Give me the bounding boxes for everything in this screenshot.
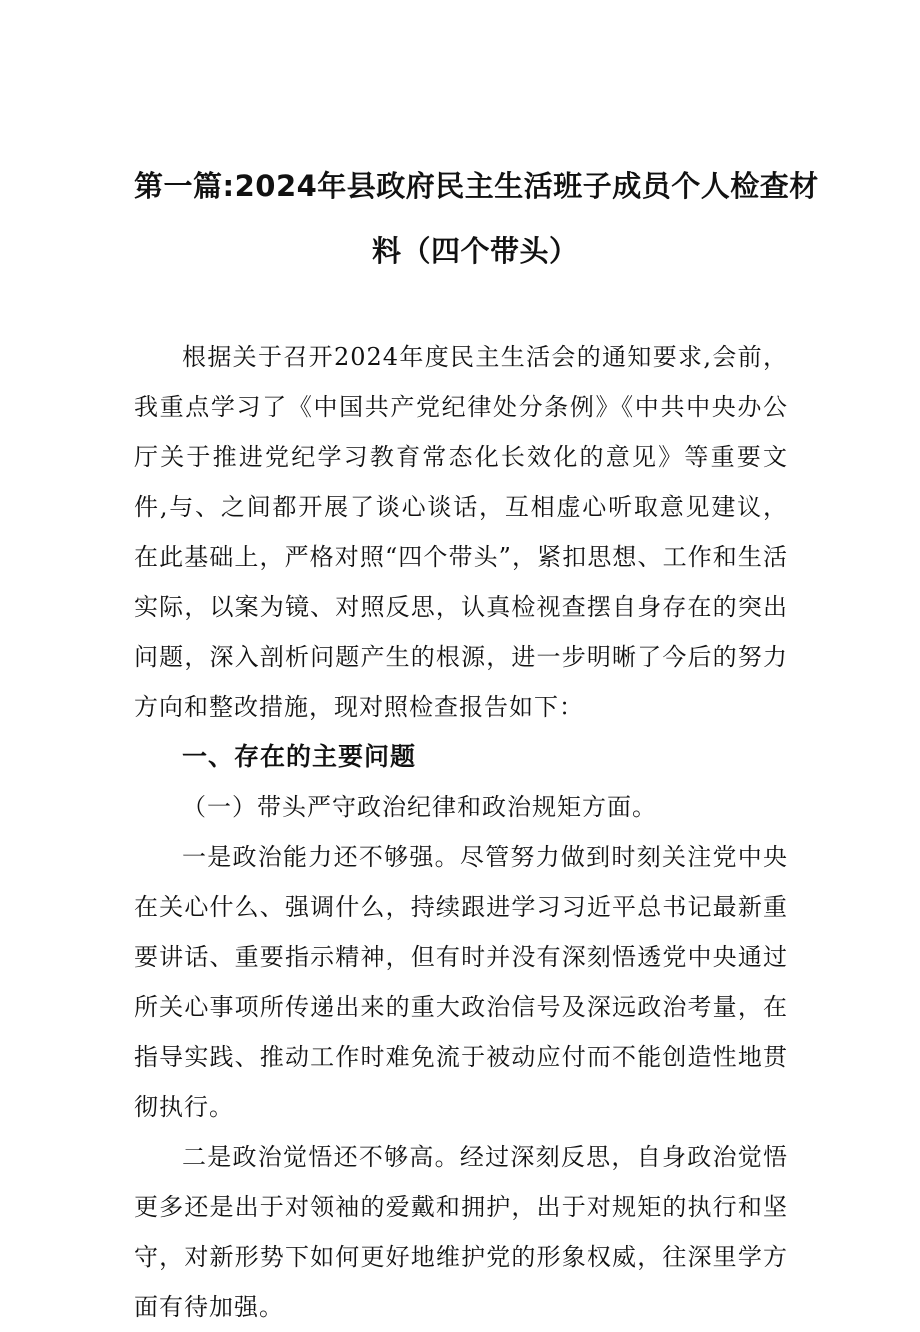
document-body — [134, 332, 788, 1332]
subsection-heading-political-discipline: （一）带头严守政治纪律和政治规矩方面。 — [182, 793, 657, 821]
document-title-line-2: 料（四个带头） — [372, 234, 579, 268]
point-one-paragraph: 一是政治能力还不够强。尽管努力做到时刻关注党中央在关心什么、强调什么，持续跟进学习习近平总书记最新重要讲话、重要指示精神，但有时并没有深刻悟透党中央通过所关心事项所传递出来的重大政治信号及深远政治考量，在指导实践、推动工作时难免流于被动应付而不能创造性地贯彻执行。 — [134, 843, 788, 1121]
document-title-line-1: 第一篇:2024年县政府民主生活班子成员个人检查材 — [134, 169, 819, 203]
intro-paragraph: 根据关于召开2024年度民主生活会的通知要求,会前，我重点学习了《中国共产党纪律处分条例》《中共中央办公厅关于推进党纪学习教育常态化长效化的意见》等重要文件,与、之间都开展了谈心谈话，互相虚心听取意见建议，在此基础上，严格对照“四个带头”，紧扣思想、工作和生活实际，以案为镜、对照反思，认真检视查摆自身存在的突出问题，深入剖析问题产生的根源，进一步明晰了今后的努力方向和整改措施，现对照检查报告如下： — [134, 343, 788, 721]
point-two-paragraph: 二是政治觉悟还不够高。经过深刻反思，自身政治觉悟更多还是出于对领袖的爱戴和拥护，出于对规矩的执行和坚守，对新形势下如何更好地维护党的形象权威，往深里学方面有待加强。 — [134, 1143, 788, 1321]
section-heading-main-problems: 一、存在的主要问题 — [182, 742, 417, 771]
